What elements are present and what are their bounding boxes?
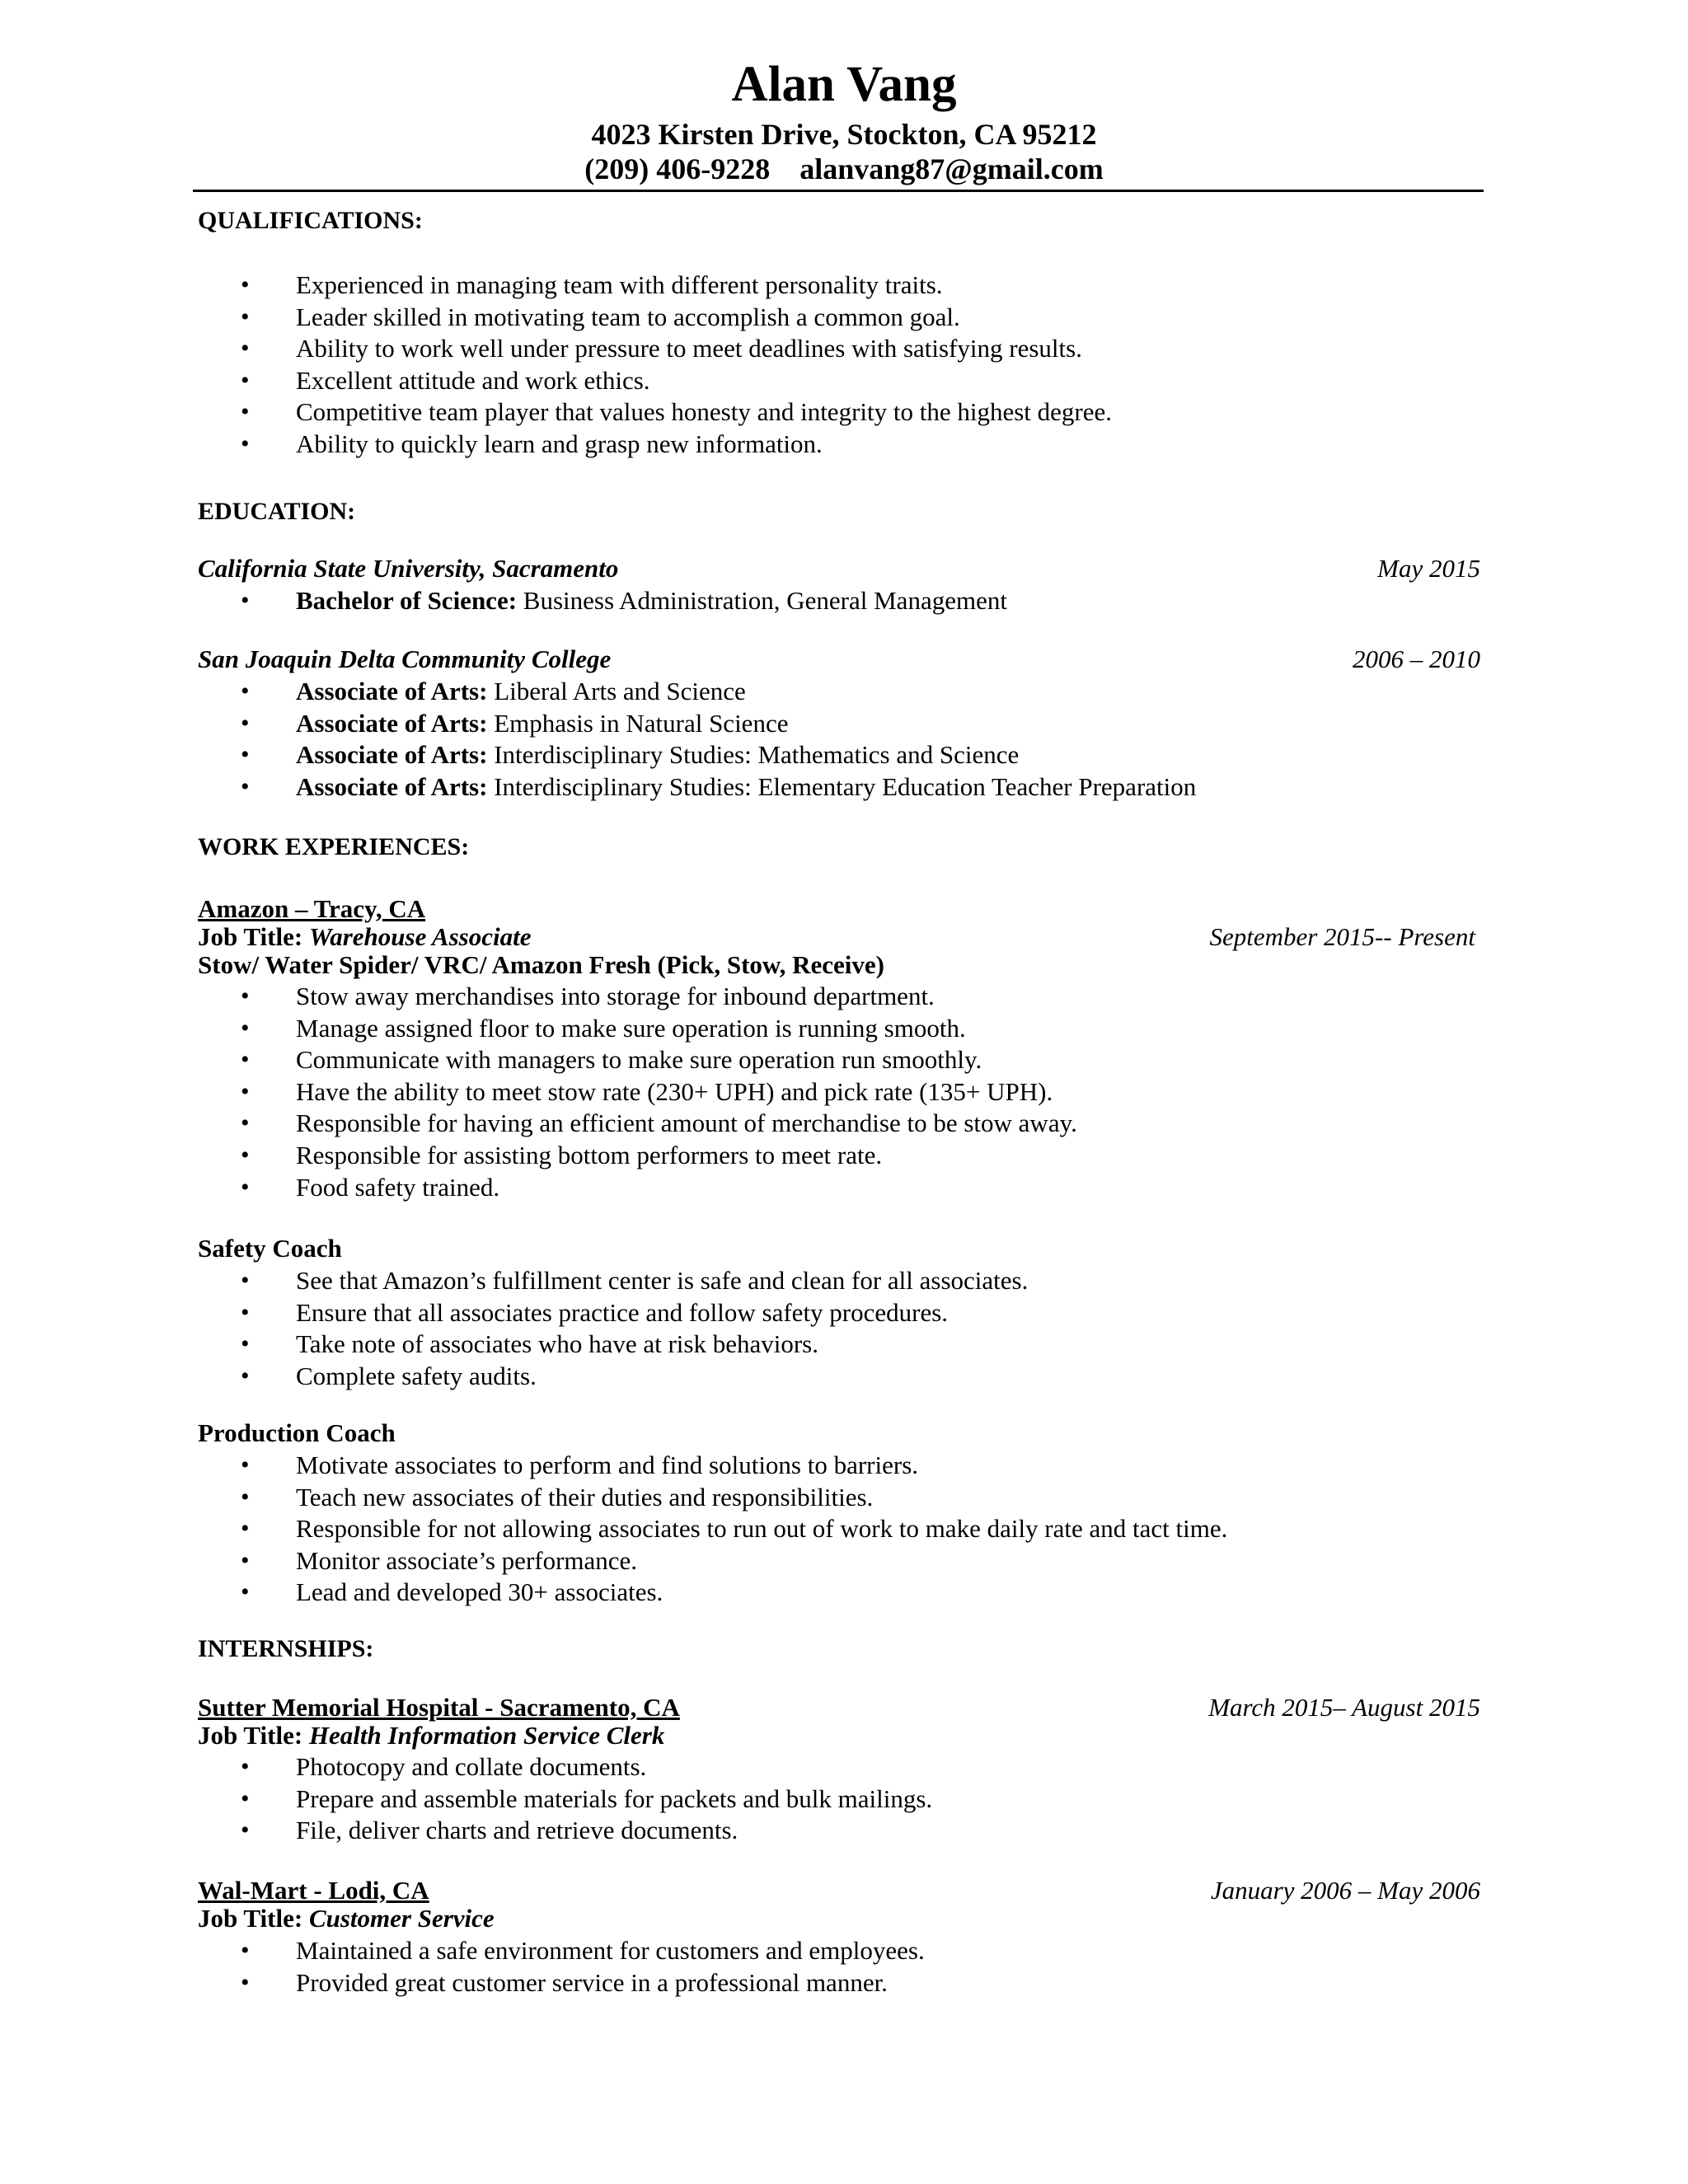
employer-name: Wal-Mart - Lodi, CA — [198, 1876, 429, 1905]
job-title-label: Job Title: — [198, 1721, 309, 1750]
degree-text: Liberal Arts and Science — [487, 677, 746, 705]
list-item: • Lead and developed 30+ associates. — [198, 1577, 1484, 1609]
job-title-value: Health Information Service Clerk — [308, 1721, 665, 1750]
degree-item — [198, 676, 1484, 708]
list-item: • Complete safety audits. — [198, 1361, 1484, 1393]
degree-text: Business Administration, General Management — [517, 586, 1007, 615]
degree-label: Associate of Arts: — [296, 708, 488, 738]
duties-list — [198, 1751, 1484, 1847]
production-list — [198, 1450, 1484, 1609]
list-item: • Maintained a safe environment for customers and employees. — [198, 1935, 1484, 1967]
list-item: • Teach new associates of their duties and responsibilities. — [198, 1482, 1484, 1514]
list-item: • Ensure that all associates practice and follow safety procedures. — [198, 1297, 1484, 1329]
roles-line: Stow/ Water Spider/ VRC/ Amazon Fresh (Pick, Stow, Receive) — [198, 950, 884, 979]
degree-list — [198, 676, 1484, 803]
degree-item — [198, 739, 1484, 771]
list-item: • Ability to quickly learn and grasp new information. — [198, 429, 1484, 461]
list-item: • Take note of associates who have at risk behaviors. — [198, 1329, 1484, 1361]
job-title — [198, 921, 531, 953]
qualifications-list — [198, 269, 1484, 461]
list-item: • Ability to work well under pressure to meet deadlines with satisfying results. — [198, 333, 1484, 365]
production-coach-heading: Production Coach — [198, 1418, 396, 1447]
candidate-name: Alan Vang — [731, 57, 957, 112]
list-item: • Have the ability to meet stow rate (230+ UPH) and pick rate (135+ UPH). — [198, 1076, 1484, 1108]
list-item: • Monitor associate’s performance. — [198, 1545, 1484, 1577]
list-item: • See that Amazon’s fulfillment center is safe and clean for all associates. — [198, 1265, 1484, 1297]
school-date: 2006 – 2010 — [1353, 644, 1480, 673]
internships-heading: INTERNSHIPS: — [198, 1635, 374, 1662]
education-heading: EDUCATION: — [198, 498, 356, 525]
job-date: March 2015– August 2015 — [1208, 1693, 1480, 1722]
duties-list — [198, 981, 1484, 1203]
list-item: • Photocopy and collate documents. — [198, 1751, 1484, 1783]
list-item: • Experienced in managing team with different personality traits. — [198, 269, 1484, 302]
duties-list — [198, 1935, 1484, 1999]
list-item: • Leader skilled in motivating team to accomplish a common goal. — [198, 302, 1484, 334]
qualifications-heading: QUALIFICATIONS: — [198, 207, 423, 234]
job-title-value: Warehouse Associate — [308, 922, 532, 951]
school-date: May 2015 — [1377, 554, 1480, 583]
degree-label: Associate of Arts: — [296, 771, 488, 801]
employer-name: Amazon – Tracy, CA — [198, 894, 426, 923]
list-item: • Competitive team player that values honesty and integrity to the highest degree. — [198, 396, 1484, 429]
degree-label: Associate of Arts: — [296, 740, 488, 770]
job-title-label: Job Title: — [198, 922, 309, 951]
school-name: San Joaquin Delta Community College — [198, 644, 612, 673]
degree-text: Interdisciplinary Studies: Mathematics and Science — [487, 740, 1020, 770]
degree-item — [198, 708, 1484, 740]
degree-label: Bachelor of Science: — [296, 586, 518, 615]
list-item: • Responsible for having an efficient amount of merchandise to be stow away. — [198, 1108, 1484, 1140]
degree-list — [198, 585, 1484, 617]
contact-line: (209) 406-9228 alanvang87@gmail.com — [584, 152, 1104, 185]
list-item: • Communicate with managers to make sure operation run smoothly. — [198, 1044, 1484, 1076]
list-item: • Responsible for assisting bottom performers to meet rate. — [198, 1140, 1484, 1172]
list-item: • Manage assigned floor to make sure operation is running smooth. — [198, 1013, 1484, 1045]
work-heading: WORK EXPERIENCES: — [198, 833, 470, 860]
job-title-label: Job Title: — [198, 1904, 309, 1933]
address: 4023 Kirsten Drive, Stockton, CA 95212 — [591, 118, 1097, 151]
school-name: California State University, Sacramento — [198, 554, 619, 583]
safety-coach-heading: Safety Coach — [198, 1234, 342, 1263]
list-item: • Motivate associates to perform and find solutions to barriers. — [198, 1450, 1484, 1482]
list-item: • Excellent attitude and work ethics. — [198, 365, 1484, 397]
job-title — [198, 1720, 664, 1751]
degree-item — [198, 771, 1484, 804]
safety-list — [198, 1265, 1484, 1392]
degree-label: Associate of Arts: — [296, 677, 488, 705]
degree-item — [198, 585, 1484, 617]
list-item: • Stow away merchandises into storage for inbound department. — [198, 981, 1484, 1013]
job-title — [198, 1903, 495, 1934]
degree-text: Emphasis in Natural Science — [487, 708, 789, 738]
list-item: • Provided great customer service in a professional manner. — [198, 1967, 1484, 1999]
job-date: September 2015-- Present — [1209, 922, 1475, 951]
job-date: January 2006 – May 2006 — [1210, 1876, 1480, 1905]
job-title-value: Customer Service — [308, 1904, 495, 1933]
degree-text: Interdisciplinary Studies: Elementary Education Teacher Preparation — [487, 771, 1197, 801]
list-item: • Prepare and assemble materials for packets and bulk mailings. — [198, 1783, 1484, 1816]
header-divider — [193, 190, 1484, 192]
list-item: • Food safety trained. — [198, 1172, 1484, 1204]
list-item: • Responsible for not allowing associates to run out of work to make daily rate and tact time. — [198, 1513, 1484, 1545]
employer-name: Sutter Memorial Hospital - Sacramento, CA — [198, 1693, 680, 1722]
list-item: • File, deliver charts and retrieve documents. — [198, 1815, 1484, 1847]
